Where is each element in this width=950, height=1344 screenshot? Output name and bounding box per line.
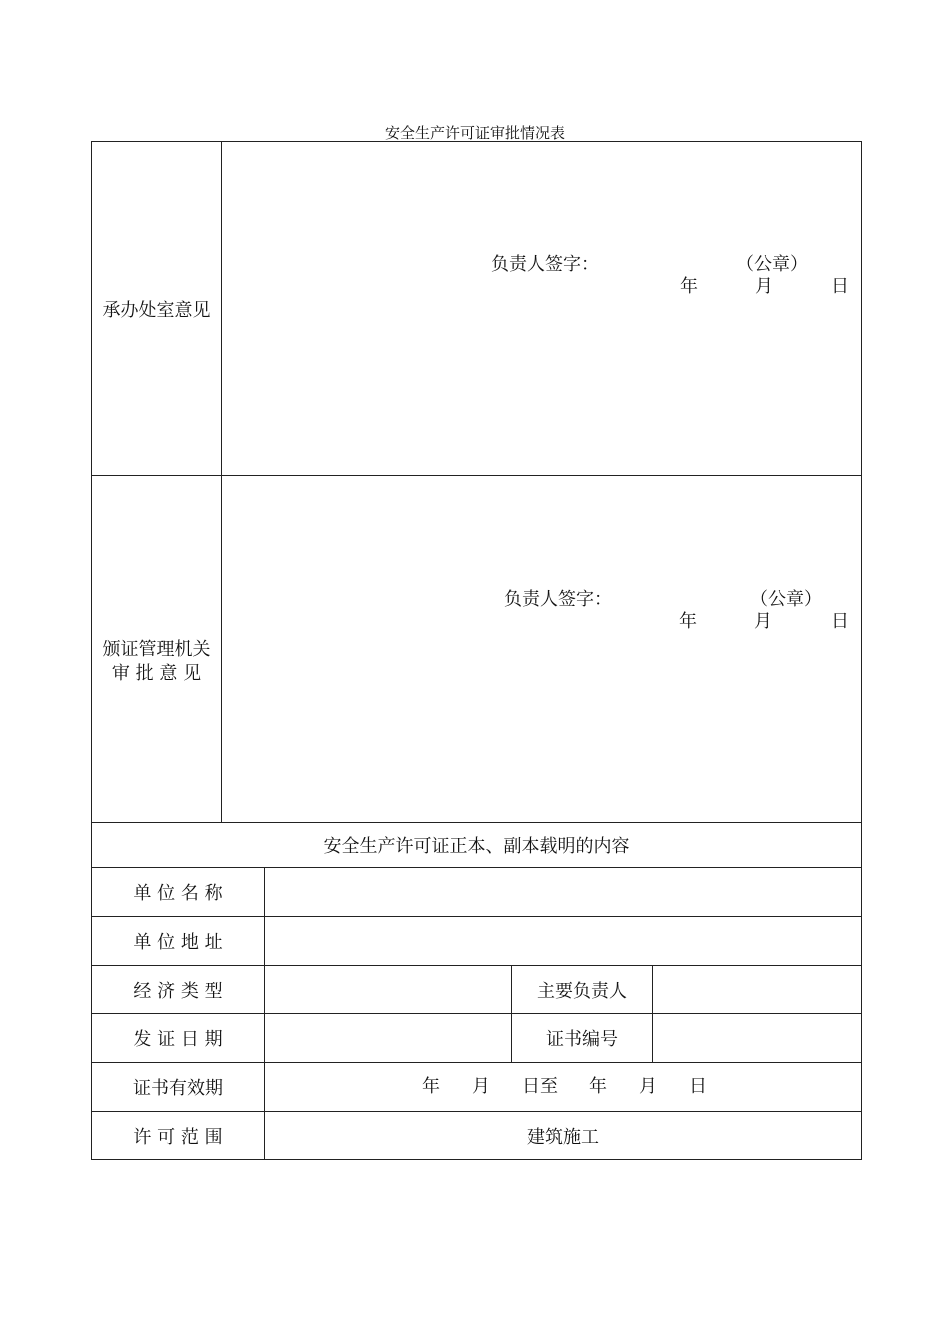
page-title: 安全生产许可证审批情况表 <box>384 124 565 142</box>
principal-label: 主要负责人 <box>537 980 627 1002</box>
unit-name-field[interactable] <box>265 868 861 916</box>
issue-date-field[interactable] <box>265 1014 511 1062</box>
section2-day-label: 日 <box>831 611 849 632</box>
section1-signer-label: 负责人签字： <box>491 254 599 275</box>
section2-year-label: 年 <box>679 611 697 632</box>
issue-date-label: 发 证 日 期 <box>133 1029 223 1050</box>
section1-month-label: 月 <box>755 276 773 297</box>
certificate-number-field[interactable] <box>653 1014 861 1062</box>
section2-label-line2: 审 批 意 见 <box>111 663 202 684</box>
section1-year-label: 年 <box>680 276 698 297</box>
section2-signer-label: 负责人签字： <box>504 589 612 610</box>
validity-label: 证书有效期 <box>133 1078 223 1099</box>
section2-label-line1: 颁证管理机关 <box>102 639 211 660</box>
section1-seal-label: （公章） <box>736 254 808 275</box>
content-header: 安全生产许可证正本、副本载明的内容 <box>323 836 630 857</box>
certificate-number-label: 证书编号 <box>546 1029 618 1050</box>
validity-month-start: 月 <box>472 1076 490 1097</box>
economy-type-label: 经 济 类 型 <box>133 980 223 1002</box>
section1-day-label: 日 <box>831 276 849 297</box>
section1-label: 承办处室意见 <box>102 299 211 321</box>
section2-label <box>92 638 221 686</box>
section2-seal-label: （公章） <box>750 589 822 610</box>
scope-field[interactable]: 建筑施工 <box>527 1126 599 1148</box>
validity-year-start: 年 <box>422 1076 440 1097</box>
validity-year-end: 年 <box>589 1076 607 1097</box>
unit-address-field[interactable] <box>265 917 861 965</box>
principal-field[interactable] <box>653 966 861 1013</box>
validity-month-end: 月 <box>639 1076 657 1097</box>
scope-label: 许 可 范 围 <box>133 1126 223 1148</box>
unit-name-label: 单 位 名 称 <box>133 883 223 904</box>
validity-day-start: 日至 <box>522 1076 558 1097</box>
validity-day-end: 日 <box>689 1076 707 1097</box>
section2-month-label: 月 <box>754 611 772 632</box>
unit-address-label: 单 位 地 址 <box>133 932 223 953</box>
economy-type-field[interactable] <box>265 966 511 1013</box>
